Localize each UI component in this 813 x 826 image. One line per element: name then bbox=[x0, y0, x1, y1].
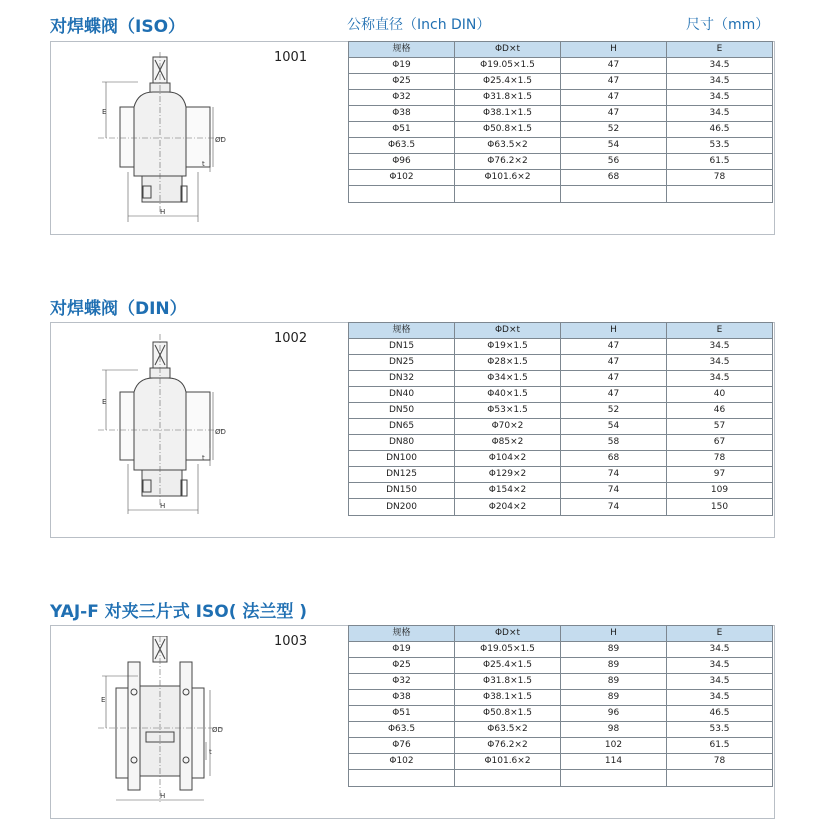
table-row bbox=[349, 467, 773, 483]
cell: 78 bbox=[667, 754, 773, 770]
cell bbox=[349, 186, 455, 203]
cell: DN100 bbox=[349, 451, 455, 467]
cell: 40 bbox=[667, 387, 773, 403]
cell: 47 bbox=[561, 355, 667, 371]
cell: DN125 bbox=[349, 467, 455, 483]
dim-label-d: ØD bbox=[215, 428, 226, 436]
table-row bbox=[349, 674, 773, 690]
col-header-e: E bbox=[667, 42, 773, 58]
cell: Φ76.2×2 bbox=[455, 738, 561, 754]
cell: Φ19.05×1.5 bbox=[455, 58, 561, 74]
cell bbox=[455, 770, 561, 787]
table-row bbox=[349, 738, 773, 754]
cell: Φ32 bbox=[349, 90, 455, 106]
product-code: 1001 bbox=[274, 50, 308, 65]
table-row bbox=[349, 435, 773, 451]
dim-label-e: E bbox=[102, 108, 107, 116]
valve-drawing bbox=[98, 636, 228, 812]
cell: Φ38.1×1.5 bbox=[455, 690, 561, 706]
col-header-e: E bbox=[667, 323, 773, 339]
cell: Φ40×1.5 bbox=[455, 387, 561, 403]
cell: Φ63.5×2 bbox=[455, 722, 561, 738]
dim-label-h: H bbox=[160, 502, 166, 510]
cell: Φ63.5×2 bbox=[455, 138, 561, 154]
table-row bbox=[349, 642, 773, 658]
table-row bbox=[349, 339, 773, 355]
cell: 68 bbox=[561, 170, 667, 186]
cell: Φ129×2 bbox=[455, 467, 561, 483]
col-header-h: H bbox=[561, 42, 667, 58]
nominal-diameter-label: 公称直径（Inch DIN） bbox=[347, 17, 491, 33]
cell: 46.5 bbox=[667, 122, 773, 138]
cell: 114 bbox=[561, 754, 667, 770]
cell: DN50 bbox=[349, 403, 455, 419]
cell: 47 bbox=[561, 371, 667, 387]
dim-label-e: E bbox=[102, 398, 107, 406]
cell: Φ31.8×1.5 bbox=[455, 674, 561, 690]
cell: Φ63.5 bbox=[349, 722, 455, 738]
cell: Φ51 bbox=[349, 706, 455, 722]
table-row bbox=[349, 722, 773, 738]
cell: DN25 bbox=[349, 355, 455, 371]
table-row bbox=[349, 387, 773, 403]
cell: Φ25 bbox=[349, 658, 455, 674]
cell: 56 bbox=[561, 154, 667, 170]
cell bbox=[667, 186, 773, 203]
cell: Φ25 bbox=[349, 74, 455, 90]
table-row bbox=[349, 754, 773, 770]
valve-drawing bbox=[98, 334, 228, 514]
cell: Φ38 bbox=[349, 690, 455, 706]
cell bbox=[561, 770, 667, 787]
col-header-spec: 规格 bbox=[349, 323, 455, 339]
cell: 89 bbox=[561, 674, 667, 690]
cell: DN80 bbox=[349, 435, 455, 451]
cell: Φ50.8×1.5 bbox=[455, 122, 561, 138]
cell: Φ101.6×2 bbox=[455, 170, 561, 186]
cell: 34.5 bbox=[667, 674, 773, 690]
cell: 97 bbox=[667, 467, 773, 483]
cell: DN65 bbox=[349, 419, 455, 435]
cell: Φ76 bbox=[349, 738, 455, 754]
dim-label-h: H bbox=[160, 208, 166, 216]
section-title: 对焊蝶阀（ISO） bbox=[50, 17, 186, 37]
cell: Φ38 bbox=[349, 106, 455, 122]
table-row bbox=[349, 106, 773, 122]
section-title: YAJ-F 对夹三片式 ISO( 法兰型 ) bbox=[50, 602, 308, 622]
cell: Φ19×1.5 bbox=[455, 339, 561, 355]
table-header-row bbox=[349, 626, 773, 642]
cell bbox=[349, 770, 455, 787]
cell: 74 bbox=[561, 499, 667, 516]
cell: 54 bbox=[561, 419, 667, 435]
cell: Φ19.05×1.5 bbox=[455, 642, 561, 658]
cell: Φ76.2×2 bbox=[455, 154, 561, 170]
col-header-h: H bbox=[561, 626, 667, 642]
table-row bbox=[349, 74, 773, 90]
cell: 78 bbox=[667, 170, 773, 186]
cell: Φ85×2 bbox=[455, 435, 561, 451]
section-title: 对焊蝶阀（DIN） bbox=[50, 299, 187, 319]
cell: 57 bbox=[667, 419, 773, 435]
table-row bbox=[349, 658, 773, 674]
table-header-row bbox=[349, 323, 773, 339]
table-row bbox=[349, 403, 773, 419]
cell: Φ28×1.5 bbox=[455, 355, 561, 371]
cell: Φ51 bbox=[349, 122, 455, 138]
table-row bbox=[349, 186, 773, 203]
cell: 47 bbox=[561, 90, 667, 106]
cell: DN32 bbox=[349, 371, 455, 387]
table-row bbox=[349, 770, 773, 787]
table-row bbox=[349, 138, 773, 154]
cell: 89 bbox=[561, 642, 667, 658]
col-header-dt: ΦD×t bbox=[455, 323, 561, 339]
cell: Φ96 bbox=[349, 154, 455, 170]
table-row bbox=[349, 690, 773, 706]
cell: 34.5 bbox=[667, 642, 773, 658]
col-header-spec: 规格 bbox=[349, 42, 455, 58]
cell: Φ38.1×1.5 bbox=[455, 106, 561, 122]
cell: Φ25.4×1.5 bbox=[455, 658, 561, 674]
table-row bbox=[349, 706, 773, 722]
cell: 47 bbox=[561, 106, 667, 122]
cell: Φ34×1.5 bbox=[455, 371, 561, 387]
dim-label-t: t bbox=[202, 160, 205, 168]
cell: 109 bbox=[667, 483, 773, 499]
cell: 34.5 bbox=[667, 371, 773, 387]
product-code: 1003 bbox=[274, 634, 308, 649]
table-row bbox=[349, 90, 773, 106]
cell: 98 bbox=[561, 722, 667, 738]
cell: 61.5 bbox=[667, 154, 773, 170]
cell: 89 bbox=[561, 690, 667, 706]
cell: DN40 bbox=[349, 387, 455, 403]
cell: 34.5 bbox=[667, 355, 773, 371]
cell: Φ63.5 bbox=[349, 138, 455, 154]
cell: 47 bbox=[561, 58, 667, 74]
col-header-dt: ΦD×t bbox=[455, 626, 561, 642]
cell: 61.5 bbox=[667, 738, 773, 754]
dim-label-h: H bbox=[160, 792, 166, 800]
cell: DN15 bbox=[349, 339, 455, 355]
spec-table bbox=[348, 41, 773, 203]
cell: Φ32 bbox=[349, 674, 455, 690]
cell: 68 bbox=[561, 451, 667, 467]
cell: Φ25.4×1.5 bbox=[455, 74, 561, 90]
spec-table bbox=[348, 322, 773, 516]
table-row bbox=[349, 154, 773, 170]
cell: 54 bbox=[561, 138, 667, 154]
cell: 46.5 bbox=[667, 706, 773, 722]
cell: Φ102 bbox=[349, 170, 455, 186]
cell: Φ154×2 bbox=[455, 483, 561, 499]
table-row bbox=[349, 170, 773, 186]
product-code: 1002 bbox=[274, 331, 308, 346]
cell: 67 bbox=[667, 435, 773, 451]
cell: 46 bbox=[667, 403, 773, 419]
cell: 89 bbox=[561, 658, 667, 674]
cell: 78 bbox=[667, 451, 773, 467]
cell: 47 bbox=[561, 74, 667, 90]
cell: Φ101.6×2 bbox=[455, 754, 561, 770]
cell bbox=[455, 186, 561, 203]
cell bbox=[561, 186, 667, 203]
cell bbox=[667, 770, 773, 787]
cell: Φ102 bbox=[349, 754, 455, 770]
dim-label-t: t bbox=[202, 454, 205, 462]
table-row bbox=[349, 499, 773, 516]
cell: Φ19 bbox=[349, 58, 455, 74]
table-row bbox=[349, 371, 773, 387]
table-row bbox=[349, 419, 773, 435]
dim-label-e: E bbox=[101, 696, 106, 704]
cell: Φ70×2 bbox=[455, 419, 561, 435]
cell: Φ104×2 bbox=[455, 451, 561, 467]
cell: 74 bbox=[561, 483, 667, 499]
cell: 150 bbox=[667, 499, 773, 516]
cell: Φ31.8×1.5 bbox=[455, 90, 561, 106]
cell: 53.5 bbox=[667, 138, 773, 154]
table-row bbox=[349, 122, 773, 138]
col-header-e: E bbox=[667, 626, 773, 642]
table-header-row bbox=[349, 42, 773, 58]
table-row bbox=[349, 355, 773, 371]
valve-drawing bbox=[98, 52, 228, 224]
cell: 52 bbox=[561, 403, 667, 419]
table-row bbox=[349, 451, 773, 467]
table-row bbox=[349, 58, 773, 74]
cell: 34.5 bbox=[667, 106, 773, 122]
cell: 96 bbox=[561, 706, 667, 722]
cell: Φ19 bbox=[349, 642, 455, 658]
cell: 34.5 bbox=[667, 658, 773, 674]
cell: DN150 bbox=[349, 483, 455, 499]
cell: 102 bbox=[561, 738, 667, 754]
dim-label-d: ØD bbox=[212, 726, 223, 734]
cell: 34.5 bbox=[667, 74, 773, 90]
cell: 52 bbox=[561, 122, 667, 138]
cell: 58 bbox=[561, 435, 667, 451]
cell: DN200 bbox=[349, 499, 455, 516]
dim-label-d: ØD bbox=[215, 136, 226, 144]
col-header-spec: 规格 bbox=[349, 626, 455, 642]
cell: 53.5 bbox=[667, 722, 773, 738]
cell: 47 bbox=[561, 339, 667, 355]
cell: 34.5 bbox=[667, 690, 773, 706]
cell: 34.5 bbox=[667, 339, 773, 355]
cell: 74 bbox=[561, 467, 667, 483]
spec-table bbox=[348, 625, 773, 787]
table-row bbox=[349, 483, 773, 499]
cell: 34.5 bbox=[667, 90, 773, 106]
cell: 47 bbox=[561, 387, 667, 403]
cell: Φ53×1.5 bbox=[455, 403, 561, 419]
cell: 34.5 bbox=[667, 58, 773, 74]
col-header-dt: ΦD×t bbox=[455, 42, 561, 58]
col-header-h: H bbox=[561, 323, 667, 339]
cell: Φ204×2 bbox=[455, 499, 561, 516]
dim-label-t: t bbox=[209, 748, 212, 756]
size-unit-label: 尺寸（mm） bbox=[686, 17, 770, 33]
cell: Φ50.8×1.5 bbox=[455, 706, 561, 722]
